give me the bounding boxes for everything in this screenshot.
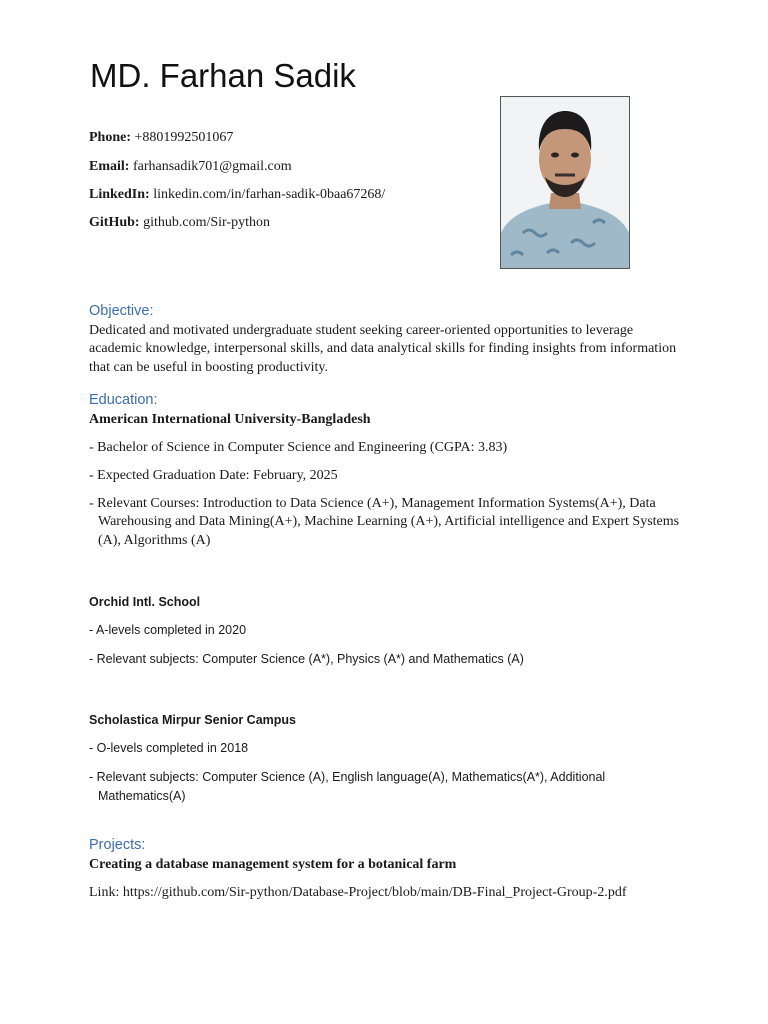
education-heading: Education:: [89, 392, 158, 408]
institution-name: Scholastica Mirpur Senior Campus: [89, 713, 296, 727]
contact-linkedin-value: linkedin.com/in/farhan-sadik-0baa67268/: [153, 187, 386, 202]
contact-email-label: Email:: [89, 159, 130, 174]
contact-github: [89, 214, 270, 232]
project-link[interactable]: Link: https://github.com/Sir-python/Database-Project/blob/main/DB-Final_Project-Group-2.pdf: [89, 885, 627, 900]
profile-photo: [500, 96, 630, 269]
projects-heading: Projects:: [89, 837, 146, 853]
project-title: Creating a database management system for a botanical farm: [89, 857, 457, 872]
contact-phone-label: Phone:: [89, 130, 131, 145]
contact-email-value: farhansadik701@gmail.com: [132, 159, 292, 174]
education-item: - O-levels completed in 2018: [89, 741, 249, 755]
contact-phone-value: +8801992501067: [134, 130, 234, 145]
institution-name: American International University-Bangladesh: [89, 412, 371, 427]
education-item: - Relevant Courses: Introduction to Data Science (A+), Management Information Systems(A+), Data Warehousing and Data Mining(A+), Machine Learning (A+), Artificial intelligence and Expert Systems (A), Algorithms (A): [89, 496, 680, 548]
education-item: - Relevant subjects: Computer Science (A*), Physics (A*) and Mathematics (A): [89, 652, 524, 666]
contact-phone: [89, 129, 233, 147]
contact-linkedin-label: LinkedIn:: [89, 187, 150, 202]
contact-email: [89, 158, 292, 176]
contact-linkedin: [89, 186, 385, 204]
education-item: - Expected Graduation Date: February, 2025: [89, 468, 338, 483]
education-item: - A-levels completed in 2020: [89, 623, 247, 637]
contact-github-value: github.com/Sir-python: [143, 215, 270, 230]
person-portrait-icon: [501, 97, 629, 268]
contact-github-label: GitHub:: [89, 215, 140, 230]
education-item: - Relevant subjects: Computer Science (A), English language(A), Mathematics(A*), Additional Mathematics(A): [89, 770, 606, 803]
institution-name: Orchid Intl. School: [89, 595, 201, 609]
objective-heading: Objective:: [89, 303, 154, 319]
objective-text: Dedicated and motivated undergraduate student seeking career-oriented opportunities to leverage academic knowledge, interpersonal skills, and data analytical skills for finding insights from information that can be useful in boosting productivity.: [89, 323, 677, 375]
resume-name: MD. Farhan Sadik: [90, 57, 356, 94]
education-item: - Bachelor of Science in Computer Science and Engineering (CGPA: 3.83): [89, 440, 508, 455]
